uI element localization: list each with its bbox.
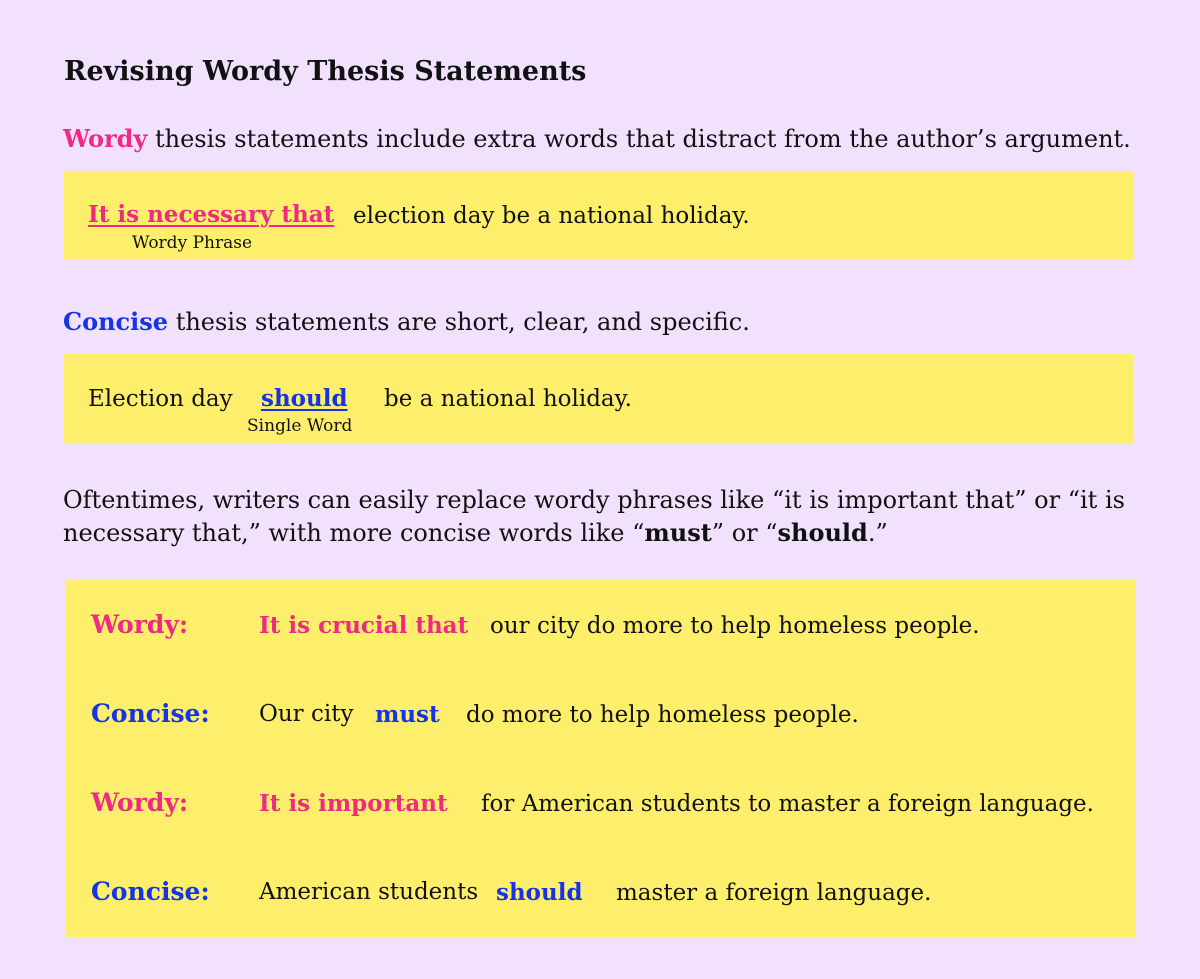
sentence-text: our city do more to help homeless people.: [490, 613, 980, 639]
concise-keyword: Concise: [63, 307, 169, 336]
concise-word: must: [375, 701, 440, 728]
example-label: Concise:: [91, 877, 210, 906]
explanation-must: must: [644, 518, 712, 547]
wordy-phrase: It is necessary that: [88, 201, 335, 228]
explanation-text-c: .”: [867, 519, 888, 547]
explanation-should: should: [777, 518, 868, 547]
examples-box: [65, 580, 1136, 937]
wordy-intro-text: thesis statements include extra words that distract from the author’s argument.: [147, 125, 1131, 153]
example-label: Wordy:: [91, 610, 189, 639]
wordy-example-rest: election day be a national holiday.: [353, 203, 750, 229]
explanation-text-a: necessary that,” with more concise words like “: [63, 519, 645, 547]
sentence-text: do more to help homeless people.: [466, 702, 859, 728]
sentence-text: American students: [259, 879, 479, 905]
sentence-text: master a foreign language.: [616, 880, 932, 906]
wordy-phrase-caption: Wordy Phrase: [132, 233, 253, 253]
wordy-phrase: It is crucial that: [259, 612, 469, 639]
sentence-text: Our city: [259, 701, 354, 727]
explanation-text-b: ” or “: [711, 519, 778, 547]
wordy-intro: [63, 122, 1131, 156]
concise-word: should: [261, 385, 348, 412]
page-title: Revising Wordy Thesis Statements: [64, 56, 587, 87]
explanation-line-2: [63, 516, 888, 550]
example-label: Concise:: [91, 699, 210, 728]
single-word-caption: Single Word: [247, 416, 353, 436]
sentence-text: for American students to master a foreign language.: [481, 791, 1094, 817]
explanation-line-1: Oftentimes, writers can easily replace wordy phrases like “it is important that” or “it is: [63, 486, 1125, 514]
example-label: Wordy:: [91, 788, 189, 817]
wordy-keyword: Wordy: [63, 124, 148, 153]
concise-intro: [63, 305, 750, 339]
concise-word: should: [496, 879, 583, 906]
concise-example-box: [64, 354, 1133, 443]
wordy-example-box: [64, 171, 1134, 260]
wordy-phrase: It is important: [259, 790, 448, 817]
concise-example-rest: be a national holiday.: [384, 386, 632, 412]
concise-example-before: Election day: [88, 386, 233, 412]
concise-intro-text: thesis statements are short, clear, and specific.: [168, 308, 750, 336]
